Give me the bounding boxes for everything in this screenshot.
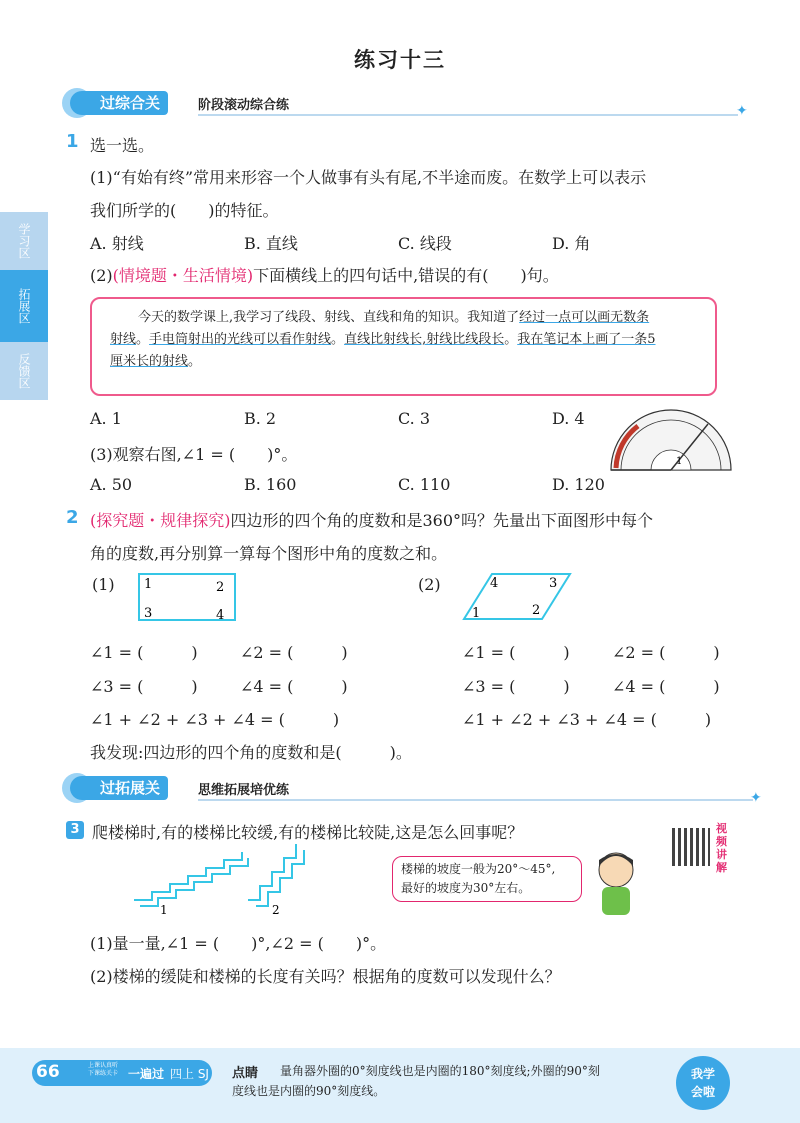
side-tabs: [0, 212, 48, 400]
para-label-2: 2: [532, 603, 541, 618]
q2-fig2-label: (2): [418, 575, 441, 594]
q1-p1-line1: (1)“有始有终”常用来形容一个人做事有头有尾,不半途而废。在数学上可以表示: [90, 168, 647, 187]
punct: 。: [136, 332, 150, 347]
question-number-1: 1: [66, 131, 79, 152]
hint-line-2: 最好的坡度为30°左右。: [401, 881, 531, 895]
q1-p2-option-a[interactable]: A. 1: [90, 409, 122, 428]
stair-1-label: 1: [160, 903, 168, 916]
q1-p2-tag: (情境题・生活情境): [112, 266, 254, 285]
grade-label: 四上 SJ: [170, 1067, 209, 1081]
q2-line2: 角的度数,再分别算一算每个图形中角的度数之和。: [90, 544, 448, 563]
q1-p1-option-d[interactable]: D. 角: [552, 234, 591, 253]
fig1-angle-1[interactable]: ∠1 = ( ): [90, 643, 198, 662]
story-box: [90, 297, 717, 396]
q1-p2-line: [90, 263, 559, 286]
q1-p3-option-c[interactable]: C. 110: [398, 475, 451, 494]
side-tab-extend[interactable]: 拓展区: [0, 270, 48, 342]
q1-p2-option-b[interactable]: B. 2: [244, 409, 277, 428]
page-number: 66: [36, 1062, 60, 1082]
story-claim-4a: 我在笔记本上画了一条5: [517, 332, 656, 347]
para-label-1: 1: [472, 606, 481, 621]
section-subtitle-1: 阶段滚动综合练: [198, 98, 290, 113]
q1-p3-option-d[interactable]: D. 120: [552, 475, 605, 494]
story-claim-3: 直线比射线长,射线比线段长: [344, 332, 505, 347]
brand-slogan-1: 上课认真听: [88, 1062, 119, 1069]
stair-1-shape: [134, 852, 242, 900]
q1-p2-option-d[interactable]: D. 4: [552, 409, 585, 428]
question-number-3: 3: [66, 821, 84, 839]
tip-label: 点睛: [232, 1066, 259, 1081]
q2-tag: (探究题・规律探究): [90, 511, 231, 530]
story-text: [110, 307, 702, 373]
story-claim-1a: 经过一点可以画无数条: [519, 310, 650, 325]
q1-p3: (3)观察右图,∠1 = ( )°。: [90, 445, 298, 464]
fig2-angle-1[interactable]: ∠1 = ( ): [462, 643, 570, 662]
q2-line1: [90, 508, 653, 531]
fig2-angle-2[interactable]: ∠2 = ( ): [612, 643, 720, 662]
q1-p3-option-a[interactable]: A. 50: [90, 475, 133, 494]
rect-label-4: 4: [216, 608, 225, 623]
tip-line-1: 量角器外圈的0°刻度线也是内圈的180°刻度线;外圈的90°刻: [280, 1064, 600, 1078]
side-tab-study[interactable]: 学习区: [0, 212, 48, 270]
hint-line-1: 楼梯的坡度一般为20°～45°,: [401, 862, 556, 876]
question-number-2: 2: [66, 507, 79, 528]
rect-label-2: 2: [216, 580, 225, 595]
punct: 。: [331, 332, 345, 347]
q1-p1-option-c[interactable]: C. 线段: [398, 234, 452, 253]
side-tab-feedback[interactable]: 反馈区: [0, 342, 48, 400]
section-divider-2: [198, 799, 753, 801]
punct: 。: [504, 332, 518, 347]
story-sentence-intro: 今天的数学课上,我学习了线段、射线、直线和角的知识。我知道了: [138, 310, 520, 325]
q2-line1-rest: 四边形的四个角的度数和是360°吗？先量出下面图形中每个: [230, 511, 654, 530]
fig1-angle-sum[interactable]: ∠1 + ∠2 + ∠3 + ∠4 = ( ): [90, 710, 340, 729]
q1-p3-option-b[interactable]: B. 160: [244, 475, 297, 494]
para-label-3: 3: [549, 576, 558, 591]
protractor-figure: [608, 408, 734, 474]
rect-label-1: 1: [144, 577, 153, 592]
stair-2-label: 2: [272, 903, 280, 916]
q1-p1-line2: 我们所学的( )的特征。: [90, 201, 279, 220]
stairs-figure: [130, 840, 360, 916]
star-icon-2: ✦: [750, 790, 762, 806]
q3-p1[interactable]: (1)量一量,∠1 = ( )°,∠2 = ( )°。: [90, 934, 387, 953]
rectangle-figure: [136, 571, 240, 625]
section-subtitle-2: 思维拓展培优练: [198, 783, 290, 798]
parallelogram-figure: [462, 571, 574, 623]
star-icon: ✦: [736, 103, 748, 119]
brand-slogan-2: 下课练关卡: [88, 1070, 119, 1077]
tip-line-2: 度线也是内圈的90°刻度线。: [232, 1084, 386, 1098]
section-divider-1: [198, 114, 738, 116]
q1-p2-prefix: (2): [90, 266, 113, 285]
story-claim-1b: 射线: [110, 332, 137, 347]
page-title: 练习十三: [354, 48, 446, 72]
learned-badge-line-2: 会啦: [690, 1085, 715, 1099]
fig2-angle-3[interactable]: ∠3 = ( ): [462, 677, 570, 696]
q3-p2: (2)楼梯的缓陡和楼梯的长度有关吗？根据角的度数可以发现什么？: [90, 967, 561, 986]
q1-p1-option-b[interactable]: B. 直线: [244, 234, 298, 253]
q3-stem: 爬楼梯时,有的楼梯比较缓,有的楼梯比较陡,这是怎么回事呢？: [92, 823, 524, 842]
fig2-angle-sum[interactable]: ∠1 + ∠2 + ∠3 + ∠4 = ( ): [462, 710, 712, 729]
section-badge-1: 过综合关: [70, 91, 168, 115]
video-explain-label[interactable]: 视频讲解: [716, 822, 727, 874]
q1-p2-option-c[interactable]: C. 3: [398, 409, 431, 428]
q1-p1-option-a[interactable]: A. 射线: [90, 234, 144, 253]
q1-stem: 选一选。: [90, 136, 155, 155]
fig1-angle-3[interactable]: ∠3 = ( ): [90, 677, 198, 696]
para-label-4: 4: [490, 576, 499, 591]
rect-label-3: 3: [144, 606, 153, 621]
hint-bubble: [392, 856, 582, 902]
stair-1-shape-back: [140, 858, 248, 906]
fig1-angle-4[interactable]: ∠4 = ( ): [240, 677, 348, 696]
fig1-angle-2[interactable]: ∠2 = ( ): [240, 643, 348, 662]
learned-badge-line-1: 我学: [690, 1067, 715, 1081]
qr-code-icon[interactable]: [672, 828, 710, 866]
story-claim-2: 手电筒射出的光线可以看作射线: [149, 332, 332, 347]
boy-avatar: [594, 848, 638, 918]
q2-fig1-label: (1): [92, 575, 115, 594]
q1-p2-rest: 下面横线上的四句话中,错误的有( )句。: [253, 266, 559, 285]
section-badge-2: 过拓展关: [70, 776, 168, 800]
learned-badge[interactable]: [676, 1056, 730, 1110]
punct: 。: [188, 354, 202, 369]
brand-slogan: [88, 1062, 118, 1078]
fig2-angle-4[interactable]: ∠4 = ( ): [612, 677, 720, 696]
story-claim-4b: 厘米长的射线: [110, 354, 189, 369]
protractor-angle-label: 1: [676, 456, 683, 467]
brand-logo: 一遍过: [128, 1067, 165, 1081]
q2-discovery[interactable]: 我发现:四边形的四个角的度数和是( )。: [90, 743, 412, 762]
